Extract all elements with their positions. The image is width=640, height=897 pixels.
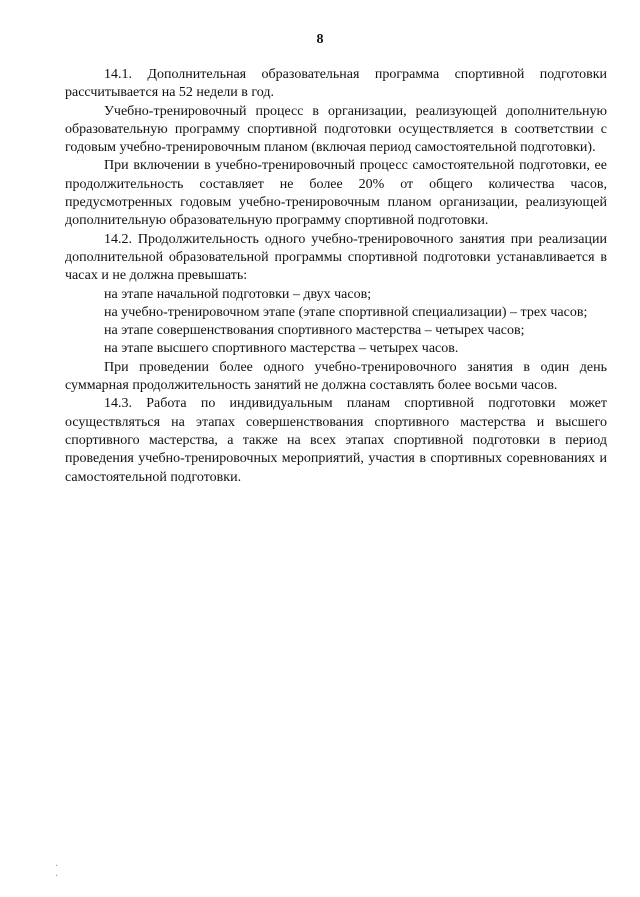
document-body — [65, 66, 607, 487]
paragraph-14-1: 14.1. Дополнительная образовательная программа спортивной подготовки рассчитывается на 52 недели в год. — [65, 67, 607, 101]
paragraph-14-3: 14.3. Работа по индивидуальным планам спортивной подготовки может осуществляться на этапах совершенствования спортивного мастерства и высшего спортивного мастерства, а также на всех этапах спортивной подготовки в период проведения учебно-тренировочных мероприятий, участия в спортивных соревнованиях и самостоятельной подготовки. — [65, 396, 607, 485]
paragraph-multiple-sessions: При проведении более одного учебно-тренировочного занятия в один день суммарная продолжительность занятий не должна составлять более восьми часов. — [65, 359, 607, 394]
scan-margin-mark: · — [55, 861, 59, 872]
paragraph-training-process: Учебно-тренировочный процесс в организации, реализующей дополнительную образовательную программу спортивной подготовки осуществляется в соответствии с годовым учебно-тренировочным планом (включая период самостоятельной подготовки). — [65, 103, 607, 156]
list-item-improvement-stage: на этапе совершенствования спортивного мастерства – четырех часов; — [104, 323, 525, 339]
paragraph-self-training: При включении в учебно-тренировочный процесс самостоятельной подготовки, ее продолжительность составляет не более 20% от общего количества часов, предусмотренных годовым учебно-тренировочным планом организации, реализующей дополнительную образовательную программу спортивной подготовки. — [65, 158, 607, 229]
list-item-training-stage: на учебно-тренировочном этапе (этапе спортивной специализации) – трех часов; — [104, 304, 588, 320]
scan-margin-mark: · — [55, 871, 59, 882]
page-number: 8 — [316, 32, 324, 47]
list-item-higher-stage: на этапе высшего спортивного мастерства – четырех часов. — [104, 341, 459, 357]
paragraph-14-2: 14.2. Продолжительность одного учебно-тренировочного занятия при реализации дополнительной образовательной программы спортивной подготовки устанавливается в часах и не должна превышать: — [65, 231, 607, 284]
list-item-initial-stage: на этапе начальной подготовки – двух часов; — [104, 286, 372, 302]
